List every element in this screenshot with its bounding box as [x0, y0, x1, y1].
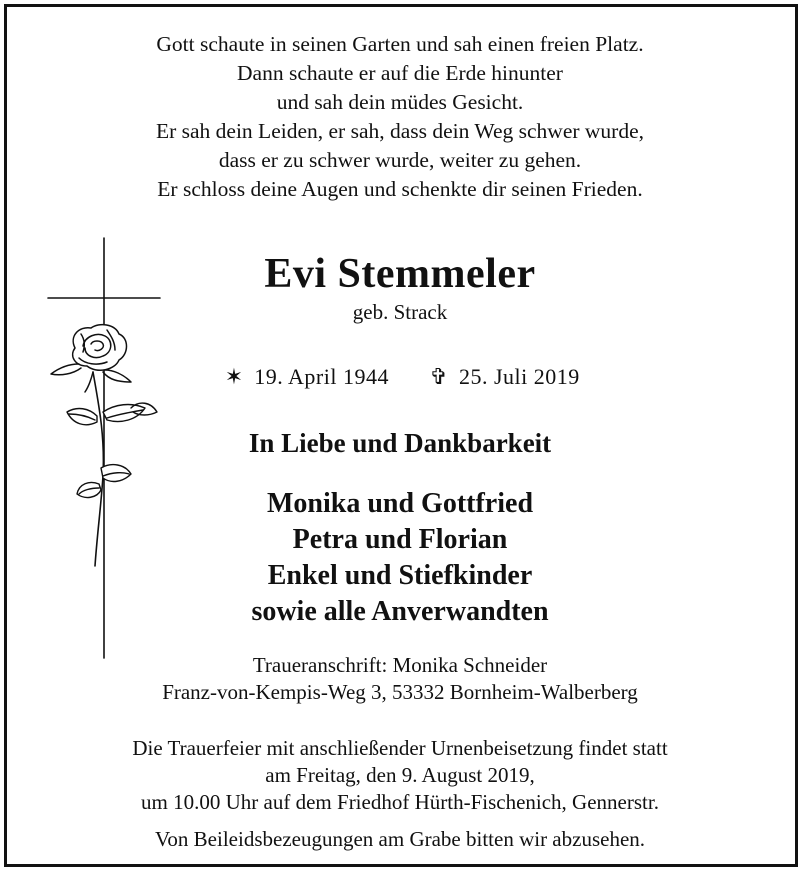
- star-icon: ✶: [224, 364, 244, 389]
- service-line: um 10.00 Uhr auf dem Friedhof Hürth-Fischenich, Gennerstr.: [141, 790, 659, 814]
- maiden-name: geb. Strack: [352, 300, 448, 324]
- poem-line: Dann schaute er auf die Erde hinunter: [237, 61, 563, 85]
- mourner-line: sowie alle Anverwandten: [251, 596, 549, 627]
- address-line: Traueranschrift: Monika Schneider: [252, 653, 548, 677]
- address-line: Franz-von-Kempis-Weg 3, 53332 Bornheim-Walberberg: [162, 680, 638, 704]
- dedication: In Liebe und Dankbarkeit: [248, 428, 552, 458]
- life-dates: [0, 364, 800, 390]
- cross-icon: ✞: [429, 364, 449, 389]
- mourning-address: [0, 652, 800, 706]
- poem-line: Gott schaute in seinen Garten und sah einen freien Platz.: [156, 32, 644, 56]
- poem-line: und sah dein müdes Gesicht.: [276, 90, 524, 114]
- deceased-name: Evi Stemmeler: [264, 251, 536, 297]
- poem-line: Er sah dein Leiden, er sah, dass dein Weg schwer wurde,: [155, 119, 645, 143]
- mourners-list: [0, 486, 800, 630]
- service-line: am Freitag, den 9. August 2019,: [265, 763, 535, 787]
- mourner-line: Monika und Gottfried: [266, 488, 534, 519]
- closing-note: Von Beileidsbezeugungen am Grabe bitten wir abzusehen.: [154, 827, 646, 851]
- death-date: 25. Juli 2019: [458, 364, 580, 389]
- mourner-line: Petra und Florian: [292, 524, 508, 555]
- poem-line: Er schloss deine Augen und schenkte dir seinen Frieden.: [157, 177, 643, 201]
- service-line: Die Trauerfeier mit anschließender Urnenbeisetzung findet statt: [132, 736, 668, 760]
- birth-date: 19. April 1944: [254, 364, 389, 389]
- poem-line: dass er zu schwer wurde, weiter zu gehen.: [218, 148, 582, 172]
- mourner-line: Enkel und Stiefkinder: [267, 560, 533, 591]
- service-info: [0, 735, 800, 816]
- poem: [0, 30, 800, 204]
